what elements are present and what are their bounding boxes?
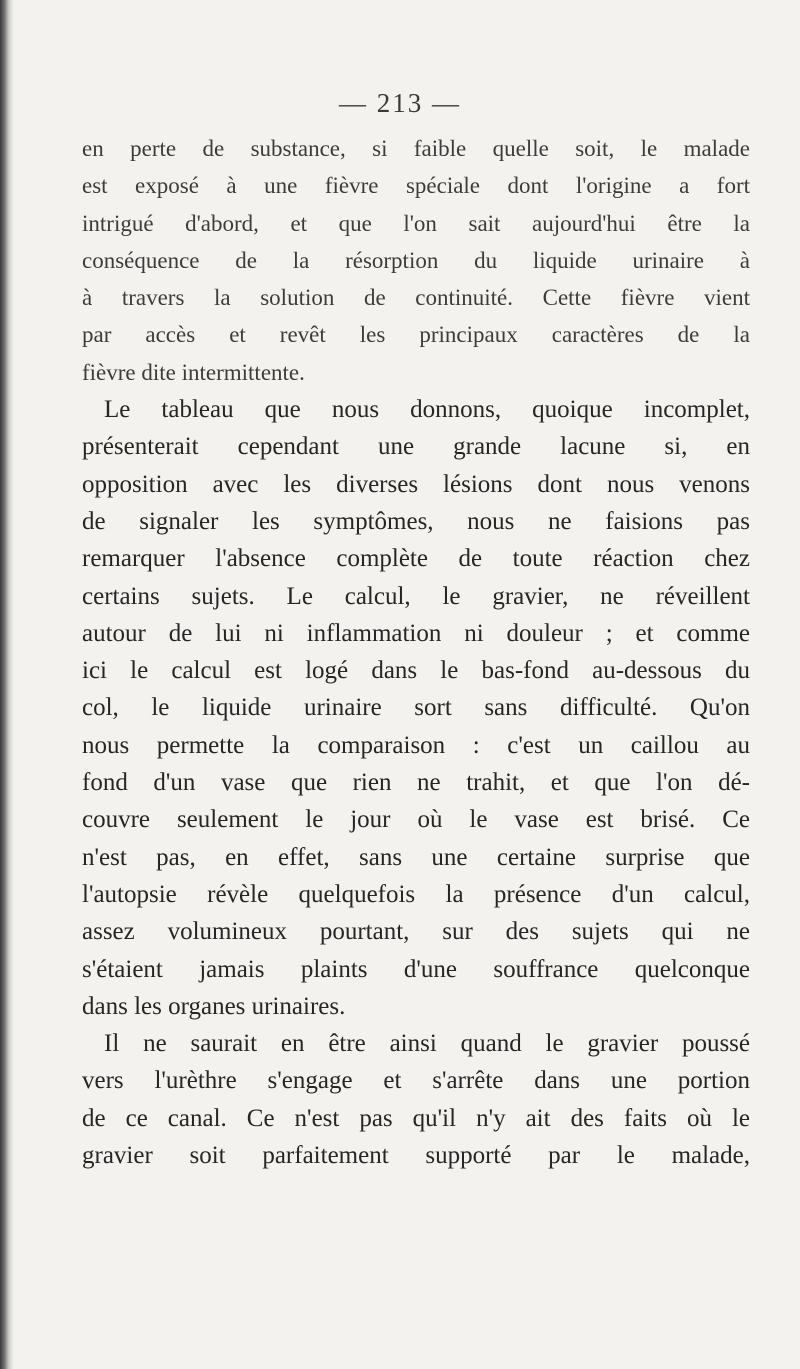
- text-line: nous permette la comparaison : c'est un caillou au: [82, 731, 750, 759]
- text-line: col, le liquide urinaire sort sans difficulté. Qu'on: [82, 694, 750, 722]
- text-line: fond d'un vase que rien ne trahit, et que l'on dé-: [82, 769, 750, 797]
- text-line: s'étaient jamais plaints d'une souffrance quelconque: [82, 955, 750, 983]
- text-line: en perte de substance, si faible quelle soit, le malade: [82, 136, 750, 161]
- text-line: n'est pas, en effet, sans une certaine surprise que: [82, 843, 750, 871]
- text-line: vers l'urèthre s'engage et s'arrête dans une portion: [82, 1067, 750, 1095]
- text-line: opposition avec les diverses lésions dont nous venons: [82, 470, 750, 498]
- text-line: présenterait cependant une grande lacune si, en: [82, 433, 750, 461]
- text-line: est exposé à une fièvre spéciale dont l'origine a fort: [82, 173, 750, 199]
- text-line: à travers la solution de continuité. Cette fièvre vient: [82, 285, 750, 311]
- text-line: assez volumineux pourtant, sur des sujets qui ne: [82, 918, 750, 946]
- text-line: intrigué d'abord, et que l'on sait aujourd'hui être la: [82, 210, 750, 236]
- text-line: par accès et revêt les principaux caractères de la: [82, 322, 750, 348]
- page-binding-edge: [0, 0, 14, 1369]
- body-text: [82, 130, 750, 1174]
- text-line: remarquer l'absence complète de toute réaction chez: [82, 545, 750, 573]
- text-line: dans les organes urinaires.: [82, 992, 346, 1020]
- text-line: conséquence de la résorption du liquide urinaire à: [82, 247, 750, 273]
- text-line: de signaler les symptômes, nous ne faisions pas: [82, 507, 750, 535]
- text-line: l'autopsie révèle quelquefois la présence d'un calcul,: [82, 880, 750, 908]
- text-line: fièvre dite intermittente.: [82, 359, 305, 385]
- text-line: gravier soit parfaitement supporté par le malade,: [82, 1142, 750, 1170]
- text-line: couvre seulement le jour où le vase est brisé. Ce: [82, 806, 750, 834]
- paragraph-1: [82, 130, 750, 391]
- text-line: ici le calcul est logé dans le bas-fond au-dessous du: [82, 657, 750, 685]
- paragraph-3: [82, 1025, 750, 1174]
- text-line: certains sujets. Le calcul, le gravier, ne réveillent: [82, 582, 750, 610]
- text-line: de ce canal. Ce n'est pas qu'il n'y ait des faits où le: [82, 1104, 750, 1132]
- text-line: Le tableau que nous donnons, quoique incomplet,: [104, 396, 750, 424]
- text-line: Il ne saurait en être ainsi quand le gravier poussé: [104, 1030, 750, 1058]
- text-line: autour de lui ni inflammation ni douleur ; et comme: [82, 619, 750, 647]
- page-number: — 213 —: [339, 88, 461, 118]
- paragraph-2: [82, 391, 750, 1025]
